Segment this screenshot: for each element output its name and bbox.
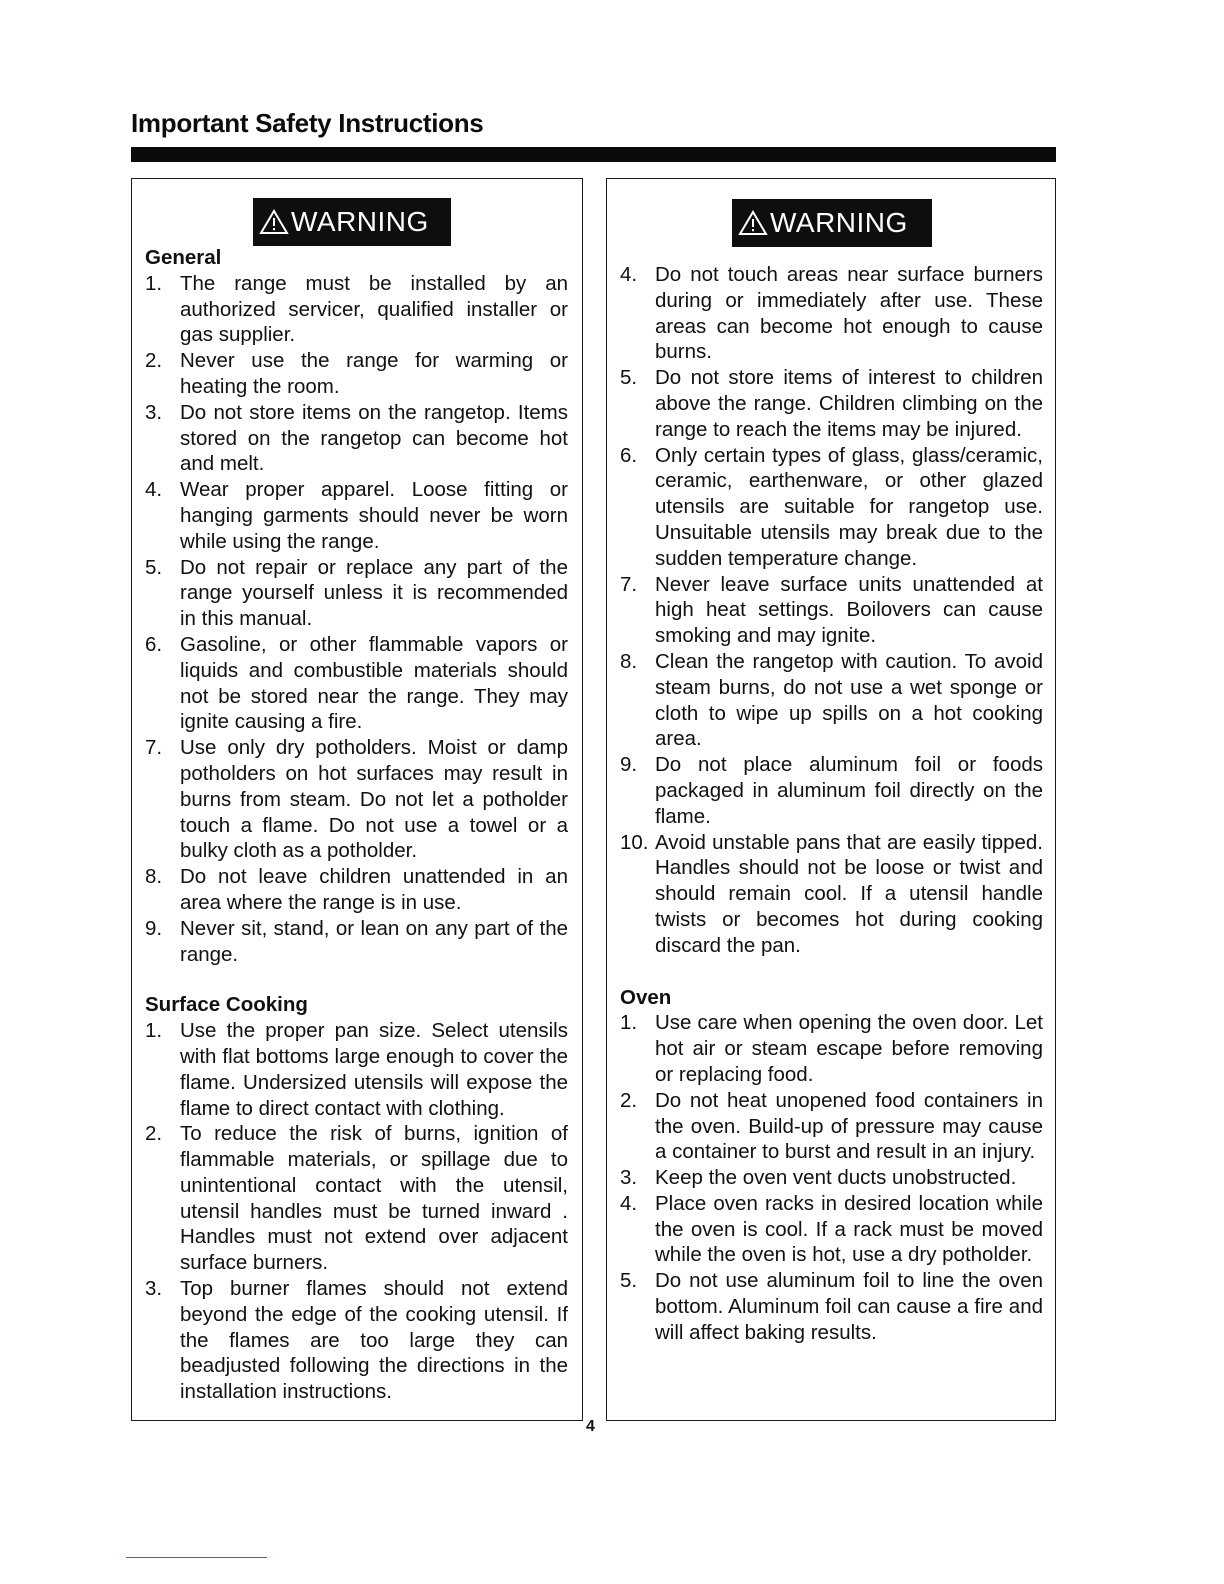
list-item bbox=[145, 348, 568, 400]
item-text: Never sit, stand, or lean on any part of the range. bbox=[180, 916, 568, 966]
right-column-text bbox=[620, 262, 1043, 1346]
item-text: Do not repair or replace any part of the range yourself unless it is recommended in this manual. bbox=[180, 555, 568, 631]
surface-cooking-continued-list bbox=[620, 262, 1043, 959]
oven-list bbox=[620, 1010, 1043, 1345]
item-text: Do not place aluminum foil or foods packaged in aluminum foil directly on the flame. bbox=[655, 753, 1043, 828]
item-number: 2. bbox=[145, 349, 163, 373]
title-rule bbox=[131, 147, 1056, 162]
item-text: Top burner flames should not extend beyond the edge of the cooking utensil. If the flames are too large they can beadjusted following the directions in the installation instructions. bbox=[180, 1277, 568, 1404]
list-item bbox=[620, 1010, 1043, 1087]
item-text: Place oven racks in desired location while the oven is cool. If a rack must be moved while the oven is hot, use a dry potholder. bbox=[655, 1191, 1043, 1267]
warning-badge-label: WARNING bbox=[770, 207, 908, 238]
left-warning-box bbox=[131, 178, 583, 1421]
item-number: 9. bbox=[620, 753, 638, 777]
list-item bbox=[620, 572, 1043, 649]
item-text: Use the proper pan size. Select utensils with flat bottoms large enough to cover the flame. Undersized utensils will expose the flame to direct contact with clothing. bbox=[180, 1019, 568, 1120]
warning-triangle-icon bbox=[738, 209, 768, 237]
left-column-text bbox=[145, 245, 568, 1405]
list-item bbox=[145, 555, 568, 632]
item-text: Avoid unstable pans that are easily tipped. Handles should not be loose or twist and should remain cool. If a utensil handle twists or becomes hot during cooking discard the pan. bbox=[655, 830, 1043, 957]
list-item bbox=[620, 262, 1043, 365]
item-number: 3. bbox=[145, 400, 163, 424]
section-spacer bbox=[620, 959, 1043, 985]
right-warning-box bbox=[606, 178, 1056, 1421]
item-number: 3. bbox=[145, 1277, 163, 1301]
item-text: Never leave surface units unattended at high heat settings. Boilovers can cause smoking and may ignite. bbox=[655, 572, 1043, 648]
item-number: 2. bbox=[145, 1122, 163, 1146]
item-text: To reduce the risk of burns, ignition of flammable materials, or spillage due to unintentional contact with the utensil, utensil handles must be turned inward . Handles must not extend over adjacent surface burners. bbox=[180, 1122, 568, 1275]
list-item bbox=[145, 477, 568, 554]
item-number: 5. bbox=[620, 1269, 638, 1293]
item-number: 1. bbox=[145, 271, 163, 295]
section-heading-surface-cooking: Surface Cooking bbox=[145, 993, 308, 1017]
list-item bbox=[145, 1276, 568, 1405]
list-item bbox=[620, 1191, 1043, 1268]
list-item bbox=[620, 1268, 1043, 1345]
list-item bbox=[145, 632, 568, 735]
item-text: Use only dry potholders. Moist or damp potholders on hot surfaces may result in burns from steam. Do not let a potholder touch a flame. Do not use a towel or a bulky cloth as a potholder. bbox=[180, 736, 568, 863]
footer-rule bbox=[126, 1557, 267, 1558]
warning-badge bbox=[253, 198, 451, 246]
item-number: 9. bbox=[145, 916, 163, 940]
item-number: 5. bbox=[620, 366, 638, 390]
item-number: 7. bbox=[145, 736, 163, 760]
section-heading-general: General bbox=[145, 246, 222, 269]
item-number: 1. bbox=[620, 1011, 638, 1035]
item-text: Only certain types of glass, glass/ceramic, ceramic, earthenware, or other glazed utensils are suitable for rangetop use. Unsuitable utensils may break due to the sudden temperature change. bbox=[655, 443, 1043, 570]
warning-badge-label: WARNING bbox=[291, 206, 429, 237]
item-text: Do not use aluminum foil to line the oven bottom. Aluminum foil can cause a fire and will affect baking results. bbox=[655, 1269, 1043, 1344]
item-text: Clean the rangetop with caution. To avoid steam burns, do not use a wet sponge or cloth to wipe up spills on a hot cooking area. bbox=[655, 649, 1043, 751]
page-number: 4 bbox=[586, 1418, 595, 1435]
item-text: Do not touch areas near surface burners during or immediately after use. These areas can become hot enough to cause burns. bbox=[655, 263, 1043, 364]
general-list bbox=[145, 271, 568, 968]
item-text: Wear proper apparel. Loose fitting or hanging garments should never be worn while using the range. bbox=[180, 478, 568, 553]
list-item bbox=[145, 271, 568, 348]
list-item bbox=[145, 1121, 568, 1276]
list-item bbox=[145, 400, 568, 477]
item-text: Do not heat unopened food containers in the oven. Build-up of pressure may cause a container to burst and result in an injury. bbox=[655, 1088, 1043, 1164]
item-number: 8. bbox=[145, 865, 163, 889]
item-text: Keep the oven vent ducts unobstructed. bbox=[655, 1166, 1017, 1190]
item-text: Never use the range for warming or heating the room. bbox=[180, 349, 568, 398]
list-item bbox=[145, 735, 568, 864]
item-number: 8. bbox=[620, 649, 638, 673]
list-item bbox=[620, 1088, 1043, 1165]
item-number: 4. bbox=[145, 478, 163, 502]
list-item bbox=[620, 752, 1043, 829]
item-number: 4. bbox=[620, 263, 638, 286]
item-text: Do not store items of interest to children above the range. Children climbing on the range to reach the items may be injured. bbox=[655, 366, 1043, 441]
item-number: 3. bbox=[620, 1166, 638, 1190]
item-number: 7. bbox=[620, 572, 638, 596]
warning-triangle-icon bbox=[259, 208, 289, 236]
list-item bbox=[145, 864, 568, 916]
list-item bbox=[145, 1018, 568, 1121]
page-title: Important Safety Instructions bbox=[131, 108, 484, 138]
list-item bbox=[620, 443, 1043, 572]
item-number: 6. bbox=[620, 443, 638, 467]
list-item bbox=[620, 365, 1043, 442]
item-number: 1. bbox=[145, 1019, 163, 1043]
item-text: Gasoline, or other flammable vapors or liquids and combustible materials should not be stored near the range. They may ignite causing a fire. bbox=[180, 632, 568, 734]
warning-badge bbox=[732, 199, 932, 247]
item-number: 2. bbox=[620, 1088, 638, 1112]
list-item bbox=[620, 1165, 1043, 1191]
item-text: The range must be installed by an authorized servicer, qualified installer or gas supplier. bbox=[180, 271, 568, 347]
item-number: 10. bbox=[620, 830, 649, 854]
list-item bbox=[145, 916, 568, 968]
item-text: Use care when opening the oven door. Let hot air or steam escape before removing or replacing food. bbox=[655, 1011, 1043, 1086]
surface-cooking-list bbox=[145, 1018, 568, 1405]
item-number: 6. bbox=[145, 632, 163, 656]
list-item bbox=[620, 830, 1043, 959]
item-number: 4. bbox=[620, 1191, 638, 1215]
item-text: Do not store items on the rangetop. Items stored on the rangetop can become hot and melt. bbox=[180, 400, 568, 476]
section-spacer bbox=[145, 967, 568, 992]
item-text: Do not leave children unattended in an area where the range is in use. bbox=[180, 865, 568, 914]
list-item bbox=[620, 649, 1043, 752]
section-heading-oven: Oven bbox=[620, 985, 672, 1009]
item-number: 5. bbox=[145, 555, 163, 579]
